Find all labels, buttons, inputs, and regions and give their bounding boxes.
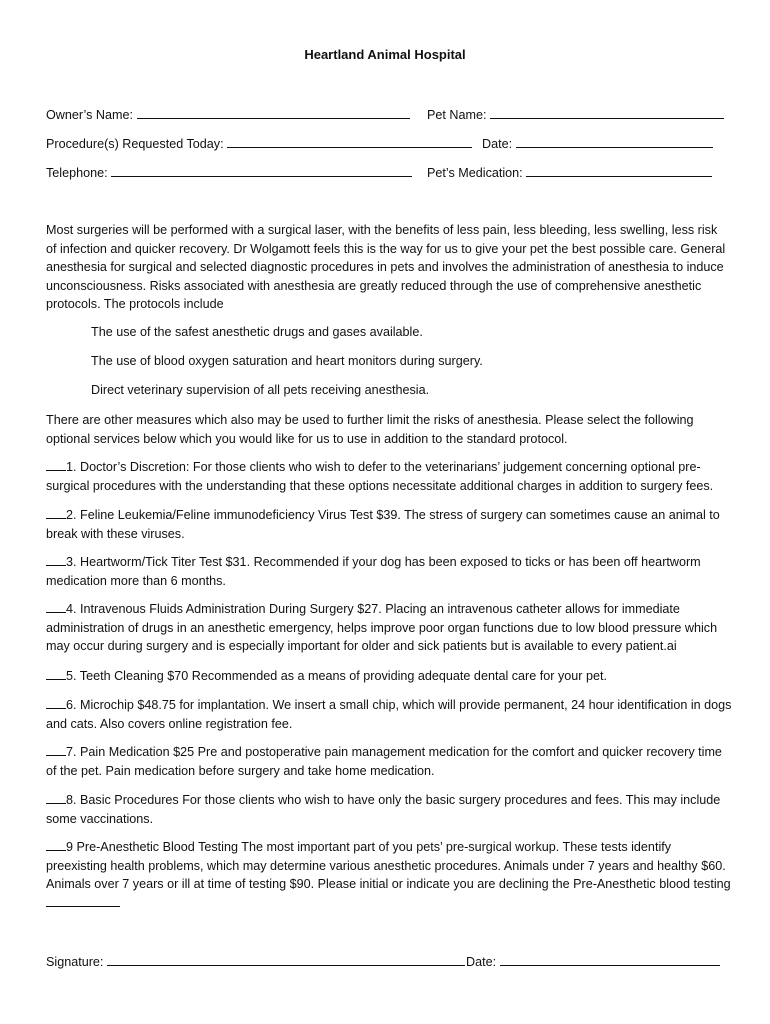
option-item [46, 743, 732, 780]
option-item [46, 696, 732, 733]
option-item [46, 791, 732, 828]
option-item [46, 667, 732, 686]
protocol-item: The use of blood oxygen saturation and heart monitors during surgery. [91, 354, 483, 368]
option-text: 8. Basic Procedures For those clients who wish to have only the basic surgery procedures and fees. This may include some vaccinations. [46, 793, 721, 826]
pet-name-field[interactable] [490, 106, 724, 119]
protocol-item: The use of the safest anesthetic drugs and gases available. [91, 325, 423, 339]
signature-label: Signature: [46, 955, 104, 969]
signature-date-row [466, 953, 720, 969]
option-text: 3. Heartworm/Tick Titer Test $31. Recommended if your dog has been exposed to ticks or has been off heartworm medication more than 6 months. [46, 555, 701, 588]
owners-name-field[interactable] [137, 106, 410, 119]
option-checkbox-line[interactable] [46, 553, 66, 566]
option-checkbox-line[interactable] [46, 506, 66, 519]
option-text: 1. Doctor’s Discretion: For those clients who wish to defer to the veterinarians’ judgement concerning optional pre-surgical procedures with the understanding that these options necessitate additional charges in addition to surgery fees. [46, 460, 714, 493]
option-item [46, 458, 732, 495]
telephone-field[interactable] [111, 164, 412, 177]
option-checkbox-line[interactable] [46, 838, 66, 851]
procedures-row [46, 135, 472, 151]
intro-text: Most surgeries will be performed with a surgical laser, with the benefits of less pain, less bleeding, less swelling, less risk of infection and quicker recovery. Dr Wolgamott feels this is the way for us to give your pet the best possible care. General anesthesia for surgical and selected diagnostic procedures in pets and involves the administration of anesthesia to induce unconsciousness. Risks associated with anesthesia are greatly reduced through the use of comprehensive anesthetic protocols. The protocols include [46, 223, 726, 312]
option-checkbox-line[interactable] [46, 743, 66, 756]
signature-row [46, 953, 465, 969]
option-text: 5. Teeth Cleaning $70 Recommended as a means of providing adequate dental care for your pet. [66, 669, 607, 683]
optional-intro-paragraph [46, 411, 726, 448]
option-checkbox-line[interactable] [46, 667, 66, 680]
pet-name-row [427, 106, 724, 122]
signature-date-label: Date: [466, 955, 497, 969]
option-checkbox-line[interactable] [46, 696, 66, 709]
optional-intro-text: There are other measures which also may be used to further limit the risks of anesthesia. Please select the following optional services below which you would like for us to use in addition to the standard protocol. [46, 413, 694, 446]
option-text: 9 Pre-Anesthetic Blood Testing The most important part of you pets’ pre-surgical workup. These tests identify preexisting health problems, which may determine various anesthetic procedures. Animals under 7 years and healthy $60. Animals over 7 years or ill at time of testing $90. Please initial or indicate you are declining the Pre-Anesthetic blood testing [46, 840, 731, 892]
telephone-row [46, 164, 412, 180]
option-text: 7. Pain Medication $25 Pre and postoperative pain management medication for the comfort and quicker recovery time of the pet. Pain medication before surgery and take home medication. [46, 745, 722, 778]
option-checkbox-line[interactable] [46, 791, 66, 804]
signature-date-field[interactable] [500, 953, 720, 966]
option-text: 4. Intravenous Fluids Administration During Surgery $27. Placing an intravenous catheter allows for immediate administration of drugs in an anesthetic emergency, helps improve poor organ functions due to low blood pressure which may occur during surgery and is especially important for older and sick patients but is available to every patient.ai [46, 602, 718, 654]
option-checkbox-line[interactable] [46, 600, 66, 613]
option-item [46, 553, 732, 590]
option-item [46, 506, 732, 543]
initial-field[interactable] [46, 894, 120, 907]
intro-paragraph [46, 221, 726, 314]
option-checkbox-line[interactable] [46, 458, 66, 471]
signature-field[interactable] [107, 953, 465, 966]
owners-name-row [46, 106, 410, 122]
date-row [482, 135, 713, 151]
option-item [46, 838, 732, 912]
pets-medication-field[interactable] [526, 164, 712, 177]
date-label: Date: [482, 137, 513, 151]
option-text: 6. Microchip $48.75 for implantation. We insert a small chip, which will provide permanent, 24 hour identification in dogs and cats. Also covers online registration fee. [46, 698, 732, 731]
protocol-item: Direct veterinary supervision of all pets receiving anesthesia. [91, 383, 430, 397]
page-title: Heartland Animal Hospital [304, 47, 466, 62]
procedures-label: Procedure(s) Requested Today: [46, 137, 224, 151]
option-item [46, 600, 732, 656]
pet-name-label: Pet Name: [427, 108, 487, 122]
owners-name-label: Owner’s Name: [46, 108, 134, 122]
telephone-label: Telephone: [46, 166, 108, 180]
option-text: 2. Feline Leukemia/Feline immunodeficiency Virus Test $39. The stress of surgery can sometimes cause an animal to break with these viruses. [46, 508, 720, 541]
date-field[interactable] [516, 135, 713, 148]
procedures-field[interactable] [227, 135, 472, 148]
pets-medication-label: Pet’s Medication: [427, 166, 523, 180]
pets-medication-row [427, 164, 712, 180]
